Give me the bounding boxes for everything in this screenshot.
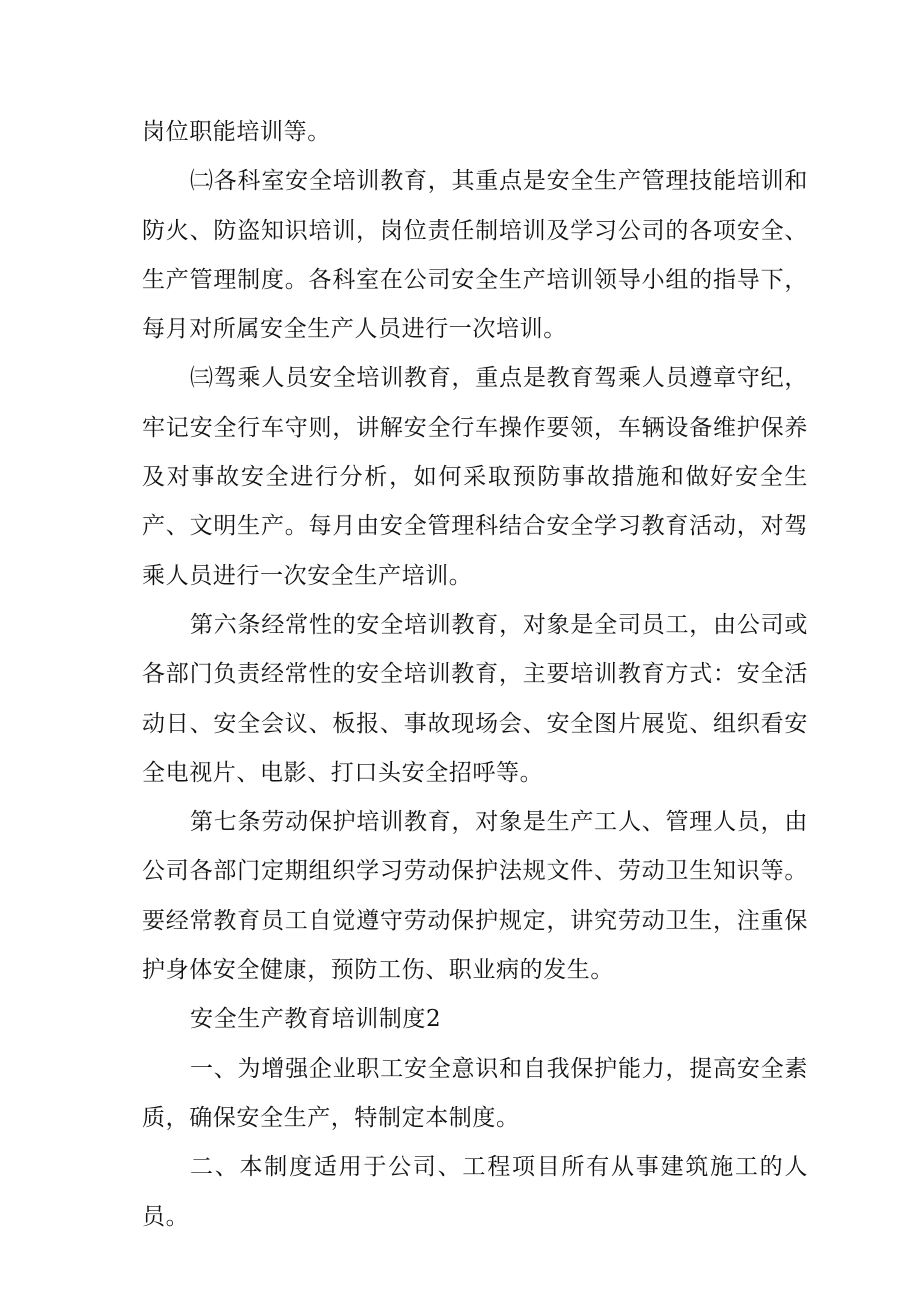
- paragraph-department-training: ㈡各科室安全培训教育，其重点是安全生产管理技能培训和防火、防盗知识培训，岗位责任制培训及学习公司的各项安全、生产管理制度。各科室在公司安全生产培训领导小组的指导下，每月对所属安全生产人员进行一次培训。: [142, 168, 808, 343]
- paragraph-driver-training: ㈢驾乘人员安全培训教育，重点是教育驾乘人员遵章守纪，牢记安全行车守则，讲解安全行车操作要领，车辆设备维护保养及对事故安全进行分析，如何采取预防事故措施和做好安全生产、文明生产。每月由安全管理科结合安全学习教育活动，对驾乘人员进行一次安全生产培训。: [142, 365, 808, 589]
- paragraph-article-six: 第六条经常性的安全培训教育，对象是全司员工，由公司或各部门负责经常性的安全培训教育，主要培训教育方式：安全活动日、安全会议、板报、事故现场会、安全图片展览、组织看安全电视片、电影、打口头安全招呼等。: [142, 611, 808, 786]
- section-title: 安全生产教育培训制度2: [190, 1006, 442, 1033]
- paragraph-item-two: 二、本制度适用于公司、工程项目所有从事建筑施工的人员。: [142, 1154, 808, 1230]
- paragraph-continuation: 岗位职能培训等。: [142, 119, 331, 145]
- paragraph-item-one: 一、为增强企业职工安全意识和自我保护能力，提高安全素质，确保安全生产，特制定本制度。: [142, 1055, 808, 1131]
- paragraph-article-seven: 第七条劳动保护培训教育，对象是生产工人、管理人员，由公司各部门定期组织学习劳动保护法规文件、劳动卫生知识等。要经常教育员工自觉遵守劳动保护规定，讲究劳动卫生，注重保护身体安全健康，预防工伤、职业病的发生。: [142, 809, 808, 984]
